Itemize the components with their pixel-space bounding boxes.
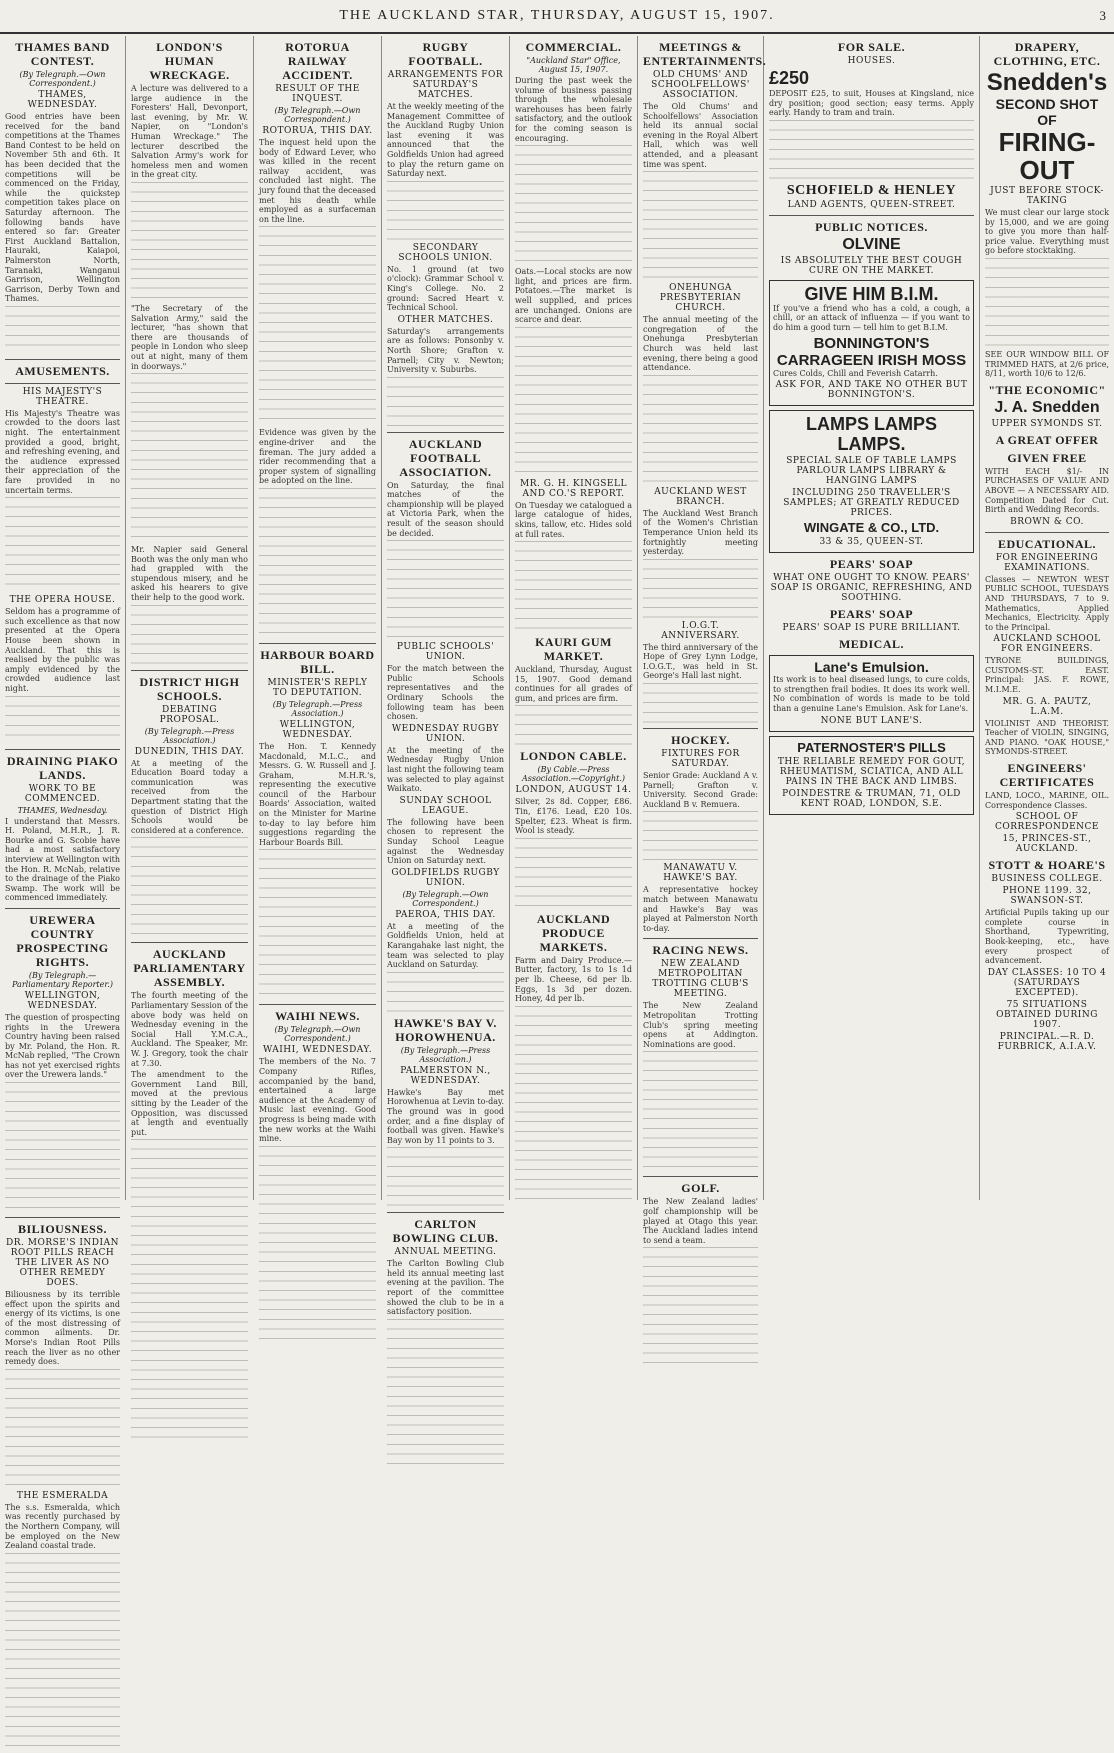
carlton-text: The Carlton Bowling Club held its annual meeting last evening at the pavilion. The report of the committee showed the club to be in a satisfactory position. [387, 1259, 504, 1317]
commercial-dateline: "Auckland Star" Office, August 15, 1907. [526, 56, 621, 74]
london-cable-dateline: LONDON, AUGUST 14. [515, 785, 632, 796]
golf-text: The New Zealand ladies' golf championship will be played at Otago this year. The Auckland ladies intend to send a team. [643, 1197, 758, 1245]
snedden-address: UPPER SYMONDS ST. [991, 418, 1103, 429]
houses-subhead: HOUSES. [847, 56, 896, 66]
lanes-none: NONE BUT LANE'S. [820, 715, 923, 726]
text-lines [131, 837, 248, 937]
piako-headline: DRAINING PIAKO LANDS. [6, 753, 119, 782]
principal-label: PRINCIPAL.—R. D. FURBRICK, A.I.A.V. [997, 1031, 1097, 1052]
commercial-text-2: Oats.—Local stocks are now light, and prices are firm. Potatoes.—The market is well supplied, and prices are unchanged. Onions are scarce and dear. [515, 267, 632, 325]
public-schools-text: For the match between the Public Schools representatives and the Ordinary Schools the following team has been chosen. [387, 664, 504, 722]
text-lines [387, 181, 504, 241]
sneddens-brand: Snedden's [986, 69, 1108, 96]
meetings-headline: MEETINGS & ENTERTAINMENTS. [643, 40, 767, 68]
thames-band-byline: (By Telegraph.—Own Correspondent.) [19, 70, 106, 88]
iogt-subhead: I.O.G.T. ANNIVERSARY. [661, 620, 740, 641]
bim-headline: GIVE HIM B.I.M. [804, 283, 939, 304]
column-5 [510, 36, 638, 1200]
district-schools-dateline: DUNEDIN, THIS DAY. [134, 746, 245, 757]
divider [387, 1212, 504, 1213]
text-lines [515, 145, 632, 265]
wingate-address: 33 & 35, QUEEN-ST. [819, 537, 924, 548]
irish-moss-ask: ASK FOR, AND TAKE NO OTHER BUT BONNINGTON'S. [775, 380, 968, 401]
column-1 [0, 36, 126, 1551]
text-lines [387, 540, 504, 640]
association-headline: AUCKLAND FOOTBALL ASSOCIATION. [399, 436, 492, 479]
pautz-text: VIOLINIST AND THEORIST. Teacher of VIOLIN, SINGING, AND PIANO. "OAK HOUSE," SYMONDS-STREET. [985, 718, 1109, 757]
biliousness-headline: BILIOUSNESS. [17, 1222, 108, 1237]
public-schools-subhead: PUBLIC SCHOOLS' UNION. [396, 642, 495, 663]
rotorua-headline: ROTORUA RAILWAY ACCIDENT. [282, 40, 353, 82]
text-lines [515, 541, 632, 631]
text-lines [515, 327, 632, 477]
pautz-name: MR. G. A. PAUTZ, L.A.M. [1002, 696, 1092, 717]
harbour-text: The Hon. T. Kennedy Macdonald, M.L.C., and Messrs. G. W. Russell and J. Graham, M.H.R.'s, representing the executive council of the Harbour Boards' Association, waited on the Minister for Marine to-day to lay before him suggestions regarding the Harbour Boards Bill. [259, 741, 376, 847]
manawatu-text: A representative hockey match between Manawatu and Hawke's Bay was played at Palmerston North to-day. [643, 885, 758, 933]
produce-text: Farm and Dairy Produce.—Butter, factory, 1s to 1s 1d per lb. Cheese, 6d per lb. Eggs, 1s 3d per dozen. Honey, 4d per lb. [515, 955, 632, 1004]
district-schools-text: At a meeting of the Education Board today a communication was received from the Department stating that the question of District High Schools would be considered at a conference. [131, 758, 248, 835]
column-8 [980, 36, 1114, 1200]
harbour-headline: HARBOUR BOARD BILL. [260, 647, 375, 676]
page-number: 3 [1099, 8, 1106, 23]
secondary-schools-subhead: SECONDARY SCHOOLS UNION. [398, 242, 493, 263]
esmeralda-text: The s.s. Esmeralda, which was recently purchased by the Northern Company, will be employed on the New Zealand coastal trade. [5, 1502, 120, 1551]
olvine-brand: OLVINE [842, 235, 901, 253]
racing-headline: RACING NEWS. [652, 943, 749, 958]
bim-ad [769, 280, 974, 406]
divider [5, 749, 120, 750]
column-6 [638, 36, 767, 1245]
text-lines [131, 182, 248, 302]
golf-headline: GOLF. [681, 1181, 720, 1196]
text-lines [5, 1553, 120, 1753]
rugby-subhead: ARRANGEMENTS FOR SATURDAY'S MATCHES. [387, 70, 504, 100]
schofield-name: SCHOFIELD & HENLEY [786, 182, 957, 198]
rotorua-text-2: Evidence was given by the engine-driver and the fireman. The jury added a rider recommending that a proper system of signalling be adopted on the line. [259, 428, 376, 486]
rugby-text: At the weekly meeting of the Management Committee of the Auckland Rugby Union last evening it was announced that the Goldfields Union had agreed to play the return game on Saturday next. [387, 102, 504, 179]
text-lines [5, 306, 120, 354]
old-chums-text: The Old Chums' and Schoolfellows' Association held its annual social evening in the Royal Albert Hall, which was well attended, and a pleasant time was spent. [643, 102, 758, 169]
paternoster-ad [769, 736, 974, 815]
drapery-headline: DRAPERY, CLOTHING, ETC. [993, 40, 1101, 68]
window-bill-text: SEE OUR WINDOW BILL OF TRIMMED HATS, at 2/6 price, 8/11, worth 10/6 to 12/6. [985, 349, 1109, 379]
parliament-text: The fourth meeting of the Parliamentary Session of the above body was held on Wednesday evening in the Social Hall Y.M.C.A., Auckland. The Speaker, Mr. W. J. Gregory, took the chair at 7.30. [131, 991, 248, 1068]
second-shot-label: SECOND SHOT OF [995, 96, 1099, 128]
text-lines [131, 373, 248, 543]
pears-headline-2: PEARS' SOAP [829, 607, 914, 622]
lamps-special: SPECIAL SALE OF TABLE LAMPS PARLOUR LAMPS LIBRARY & HANGING LAMPS [786, 456, 957, 487]
sale-text: DEPOSIT £25, to suit, Houses at Kingsland, nice dry position; good section; easy terms. Apply early. Handy to tram and train. [769, 89, 974, 118]
carlton-headline: CARLTON BOWLING CLUB. [392, 1217, 499, 1246]
sunday-league-subhead: SUNDAY SCHOOL LEAGUE. [399, 795, 492, 816]
divider [5, 383, 120, 384]
lanes-name: Lane's Emulsion. [814, 659, 929, 676]
district-schools-byline: (By Telegraph.—Press Association.) [144, 726, 235, 745]
hockey-subhead: FIXTURES FOR SATURDAY. [661, 749, 740, 770]
majesty-subhead: HIS MAJESTY'S THEATRE. [22, 386, 103, 407]
waihi-byline: (By Telegraph.—Own Correspondent.) [274, 1025, 361, 1044]
hawkes-bay-dateline: PALMERSTON N., WEDNESDAY. [400, 1065, 491, 1086]
text-lines [5, 497, 120, 593]
paternoster-name: PATERNOSTER'S PILLS [797, 739, 946, 755]
rotorua-text: The inquest held upon the body of Edward Lever, who was killed in the recent railway accident, was concluded last night. The jury found that the deceased met his death while employed as a surfaceman on the line. [259, 138, 376, 224]
column-4 [382, 36, 510, 1317]
london-wreckage-text: A lecture was delivered to a large audience in the Foresters' Hall, Devonport, last evening, by Mr. W. Napier, on "London's Human Wreckage." The lecturer described the Salvation Army's work for homeless men and women in the great city. [131, 84, 248, 180]
correspondence-school: SCHOOL OF CORRESPONDENCE [995, 812, 1099, 833]
firing-out-label: FIRING-OUT [998, 127, 1096, 185]
stott-hoare-text: Artificial Pupils taking up our complete course in Shorthand, Typewriting, Book-keeping, etc., have every prospect of advancement. [985, 908, 1109, 966]
given-free-label: GIVEN FREE [1007, 450, 1087, 465]
stott-hoare-name: STOTT & HOARE'S [988, 858, 1106, 873]
wednesday-union-subhead: WEDNESDAY RUGBY UNION. [391, 723, 500, 744]
morse-text: Biliousness by its terrible effect upon the spirits and energy of its victims, is one of the most distressing of common ailments. Dr. Morse's Indian Root Pills reach the liver as no other remedy does. [5, 1290, 120, 1367]
opera-subhead: THE OPERA HOUSE. [9, 595, 116, 606]
other-matches-text: Saturday's arrangements are as follows: Ponsonby v. North Shore; Grafton v. Parnell; City v. Newton; University v. Suburbs. [387, 326, 504, 375]
parliament-text-2: The amendment to the Government Land Bill, moved at the previous sitting by the Leader of the Opposition, was discussed at length and eventually put. [131, 1070, 248, 1137]
engineering-subhead: FOR ENGINEERING EXAMINATIONS. [995, 552, 1099, 573]
harbour-dateline: WELLINGTON, WEDNESDAY. [279, 719, 356, 740]
kauri-gum-text: Auckland, Thursday, August 15, 1907. Good demand continues for all grades of gum, and prices are firm. [515, 665, 632, 703]
waihi-dateline: WAIHI, WEDNESDAY. [262, 1045, 373, 1056]
text-lines [515, 838, 632, 908]
text-lines [515, 1006, 632, 1206]
stott-hoare-address: PHONE 1199. 32, SWANSON-ST. [1002, 886, 1092, 907]
kingsell-text: On Tuesday we catalogued a large catalogue of hides, skins, tallow, etc. Hides sold at full rates. [515, 500, 632, 539]
racing-text: The New Zealand Metropolitan Trotting Club's spring meeting opens at Addington. Nominations are good. [643, 1001, 758, 1049]
iogt-text: The third anniversary of the Hope of Grey Lynn Lodge, I.O.G.T., was held in St. George's Hall last night. [643, 642, 758, 681]
divider [387, 432, 504, 433]
lamps-samples: INCLUDING 250 TRAVELLER'S SAMPLES; AT GREATLY REDUCED PRICES. [783, 488, 960, 519]
commercial-text: During the past week the volume of business passing through the wholesale warehouses has been fairly satisfactory, and the outlook for the coming season is encouraging. [515, 76, 632, 143]
rotorua-dateline: ROTORUA, THIS DAY. [262, 126, 373, 136]
majesty-text: His Majesty's Theatre was crowded to the doors last night. The entertainment provided a good, bright, and refreshing evening, and the audience expressed their appreciation of the fare provided in no uncertain terms. [5, 408, 120, 495]
urewera-dateline: WELLINGTON, WEDNESDAY. [24, 990, 101, 1011]
london-cable-headline: LONDON CABLE. [520, 749, 627, 764]
pears-sub: PEARS' SOAP IS PURE BRILLIANT. [782, 623, 961, 634]
thames-band-dateline: THAMES, WEDNESDAY. [27, 90, 98, 110]
west-branch-subhead: AUCKLAND WEST BRANCH. [654, 486, 747, 507]
lamps-headline: LAMPS LAMPS LAMPS. [805, 414, 937, 455]
urewera-headline: UREWERA COUNTRY PROSPECTING RIGHTS. [16, 912, 109, 969]
text-lines [387, 1319, 504, 1469]
medical-headline: MEDICAL. [838, 637, 904, 652]
kingsell-subhead: MR. G. H. KINGSELL AND CO.'S REPORT. [520, 478, 627, 499]
opera-text: Seldom has a programme of such excellence as that now presented at the Opera House been shown in Auckland. That this is realised by the public was amply evidenced by the crowded audience last night. [5, 607, 120, 693]
lanes-ad [769, 655, 974, 731]
masthead [0, 6, 1114, 34]
goldfields-subhead: GOLDFIELDS RUGBY UNION. [391, 867, 500, 888]
amusements-headline: AMUSEMENTS. [15, 363, 110, 378]
stocktaking-label: JUST BEFORE STOCK-TAKING [990, 186, 1104, 206]
hawkes-bay-byline: (By Telegraph.—Press Association.) [400, 1045, 491, 1064]
text-lines [5, 1082, 120, 1212]
piako-text: I understand that Messrs. H. Poland, M.H.R., J. R. Bourke and G. Scobie have had a most satisfactory interview at Wellington with the Hon. R. McNab, relative to the drainage of the Piako Swamp. The work will be commenced immediately. [5, 816, 120, 903]
harbour-subhead: MINISTER'S REPLY TO DEPUTATION. [267, 677, 368, 698]
text-lines [131, 605, 248, 665]
snedden-name: J. A. Snedden [994, 398, 1100, 416]
divider [259, 643, 376, 644]
hawkes-bay-headline: HAWKE'S BAY V. HOROWHENUA. [394, 1015, 497, 1044]
goldfields-byline: (By Telegraph.—Own Correspondent.) [402, 889, 489, 908]
given-free-text: WITH EACH $1/- IN PURCHASES OF VALUE AND ABOVE — A NECESSARY AID. Competition Dated for Cut. Birth and Wedding Records. [985, 466, 1109, 515]
text-lines [131, 1139, 248, 1439]
divider [769, 215, 974, 216]
divider [985, 532, 1109, 533]
urewera-byline: (By Telegraph.—Parliamentary Reporter.) [12, 970, 113, 989]
divider [5, 1217, 120, 1218]
correspondence-address: 15, PRINCES-ST., AUCKLAND. [1002, 834, 1092, 855]
masthead-title: THE AUCKLAND STAR, THURSDAY, AUGUST 15, 1907. [339, 8, 775, 23]
commercial-headline: COMMERCIAL. [525, 40, 622, 54]
kauri-gum-headline: KAURI GUM MARKET. [535, 635, 612, 664]
brown-co-label: BROWN & CO. [1010, 516, 1084, 527]
text-lines [643, 375, 758, 485]
text-lines [515, 705, 632, 745]
text-lines [387, 1147, 504, 1207]
text-lines [259, 849, 376, 999]
text-lines [259, 488, 376, 638]
irish-moss-name: BONNINGTON'S CARRAGEEN IRISH MOSS [776, 334, 967, 369]
certificates-text: LAND, LOCO., MARINE, OIL. Correspondence Classes. [985, 791, 1109, 810]
certificates-headline: ENGINEERS' CERTIFICATES [999, 761, 1095, 790]
district-schools-subhead: DEBATING PROPOSAL. [159, 704, 220, 725]
other-matches-subhead: OTHER MATCHES. [397, 314, 494, 325]
rotorua-subhead: RESULT OF THE INQUEST. [275, 84, 360, 104]
thames-band-headline: THAMES BAND CONTEST. [15, 40, 110, 68]
divider [643, 728, 758, 729]
piako-dateline: THAMES, Wednesday. [17, 805, 108, 815]
divider [643, 938, 758, 939]
divider [131, 670, 248, 671]
economic-label: "THE ECONOMIC" [988, 382, 1106, 397]
west-branch-text: The Auckland West Branch of the Women's Christian Temperance Union held its fortnightly meeting yesterday. [643, 508, 758, 557]
text-lines [387, 972, 504, 1012]
waihi-text: The members of the No. 7 Company Rifles, accompanied by the band, entertained a large audience at the Academy of Music last evening. Good progress is being made with the new works at the Waihi mine. [259, 1057, 376, 1144]
produce-headline: AUCKLAND PRODUCE MARKETS. [536, 911, 611, 954]
hockey-headline: HOCKEY. [671, 733, 730, 748]
association-text: On Saturday, the final matches of the championship will be played at Victoria Park, when the result of the season should be decided. [387, 480, 504, 538]
paternoster-sub: THE RELIABLE REMEDY FOR GOUT, RHEUMATISM, SCIATICA, AND ALL PAINS IN THE BACK AND LIMBS. [777, 756, 966, 787]
text-lines [643, 811, 758, 861]
lamps-ad [769, 410, 974, 553]
onehunga-subhead: ONEHUNGA PRESBYTERIAN CHURCH. [659, 283, 742, 314]
stocktaking-text: We must clear our large stock by 15,000, and we are going to give you more than half-price value. Everything must go before stocktaking. [985, 208, 1109, 256]
price-label: £250 [769, 68, 810, 88]
esmeralda-subhead: THE ESMERALDA [16, 1490, 109, 1501]
educational-headline: EDUCATIONAL. [997, 536, 1097, 551]
divider [643, 1176, 758, 1177]
column-7 [764, 36, 980, 1200]
olvine-tagline: IS ABSOLUTELY THE BEST COUGH CURE ON THE MARKET. [780, 255, 963, 276]
text-lines [643, 683, 758, 723]
engineers-school-subhead: AUCKLAND SCHOOL FOR ENGINEERS. [993, 634, 1101, 655]
column-3 [254, 36, 382, 1200]
paternoster-address: POINDESTRE & TRUMAN, 71, OLD KENT ROAD, LONDON, S.E. [782, 788, 961, 809]
text-lines [643, 1051, 758, 1171]
text-lines [259, 1146, 376, 1346]
situations-label: 75 SITUATIONS OBTAINED DURING 1907. [996, 999, 1098, 1030]
waihi-headline: WAIHI NEWS. [275, 1009, 360, 1024]
london-cable-byline: (By Cable.—Press Association.—Copyright.) [521, 765, 625, 784]
bim-text: If you've a friend who has a cold, a cough, a chill, or an attack of influenza — if you want to do him a good turn — tell him to get B.I.M. [773, 303, 970, 332]
london-wreckage-text-2: "The Secretary of the Salvation Army," said the lecturer, "has shown that there are thousands of people in London who sleep out at night, many of them in doorways." [131, 303, 248, 371]
stott-hoare-sub: BUSINESS COLLEGE. [991, 874, 1103, 885]
text-lines [5, 1369, 120, 1489]
parliament-headline: AUCKLAND PARLIAMENTARY ASSEMBLY. [133, 947, 246, 990]
divider [259, 1004, 376, 1005]
district-schools-headline: DISTRICT HIGH SCHOOLS. [139, 674, 240, 703]
rotorua-byline: (By Telegraph.—Own Correspondent.) [274, 106, 361, 124]
schofield-address: LAND AGENTS, QUEEN-STREET. [787, 199, 956, 210]
sunday-league-text: The following have been chosen to represent the Sunday School League against the Wednesday Union on Saturday next. [387, 817, 504, 866]
great-offer-label: A GREAT OFFER [995, 432, 1099, 447]
divider [5, 908, 120, 909]
london-cable-text: Silver, 2s 8d. Copper, £86. Tin, £176. Lead, £20 10s. Spelter, £23. Wheat is firm. Wool is steady. [515, 797, 632, 836]
morse-subhead: DR. MORSE'S INDIAN ROOT PILLS REACH THE LIVER AS NO OTHER REMEDY DOES. [6, 1238, 119, 1289]
carlton-subhead: ANNUAL MEETING. [394, 1247, 497, 1258]
pears-headline: PEARS' SOAP [829, 557, 914, 572]
goldfields-dateline: PAEROA, THIS DAY. [395, 909, 496, 920]
rugby-headline: RUGBY FOOTBALL. [408, 40, 483, 68]
onehunga-text: The annual meeting of the congregation of the Onehunga Presbyterian Church was held last evening, there being a good attendance. [643, 315, 758, 373]
wingate-name: WINGATE & CO., LTD. [803, 520, 940, 536]
thames-band-text: Good entries have been received for the band competitions at the Thames Band Contest to be held on November 5th and 6th. It has been decided that the competitions will be commenced on the Friday, while the quickstep competition takes place on Saturday afternoon. The following bands have entered so far: Greater First Auckland Battalion, Hauraki, Kaiapoi, Palmerston North, Taranaki, Wanganui Garrison, Wellington Garrison, Derby Town and Thames. [5, 112, 120, 304]
lanes-text: Its work is to heal diseased lungs, to cure colds, to strengthen frail bodies. It does its work well. No combination of words is made to be told than a genuine Lane's Emulsion. Ask for Lane's. [773, 675, 970, 713]
harbour-byline: (By Telegraph.—Press Association.) [272, 699, 363, 718]
divider [131, 942, 248, 943]
london-wreckage-text-3: Mr. Napier said General Booth was the only man who had grappled with the stupendous misery, and he asked his hearers to give their help to the good work. [131, 545, 248, 603]
irish-moss-text: Cures Colds, Chill and Feverish Catarrh. [773, 368, 938, 378]
text-lines [5, 696, 120, 744]
text-lines [259, 226, 376, 426]
divider [5, 359, 120, 360]
manawatu-subhead: MANAWATU V. HAWKE'S BAY. [663, 863, 738, 884]
text-lines [643, 1247, 758, 1367]
london-wreckage-headline: LONDON'S HUMAN WRECKAGE. [149, 40, 230, 82]
public-notices-headline: PUBLIC NOTICES. [815, 219, 928, 234]
engineers-school-text: TYRONE BUILDINGS, CUSTOMS-ST. EAST. Principal: JAS. F. ROWE, M.I.M.E. [985, 656, 1109, 695]
text-lines [387, 377, 504, 427]
column-2 [126, 36, 254, 1200]
old-chums-subhead: OLD CHUMS' AND SCHOOLFELLOWS' ASSOCIATION. [651, 70, 750, 100]
text-lines [985, 258, 1109, 348]
racing-subhead: NEW ZEALAND METROPOLITAN TROTTING CLUB'S MEETING. [652, 959, 749, 1000]
secondary-schools-text: No. 1 ground (at two o'clock): Grammar School v. King's College. No. 2 ground: Sacred Heart v. Technical School. [387, 264, 504, 313]
text-lines [643, 171, 758, 281]
wednesday-union-text: At the meeting of the Wednesday Rugby Union last night the following team was selected to play against Waikato. [387, 745, 504, 794]
for-sale-headline: FOR SALE. [837, 40, 906, 54]
urewera-text: The question of prospecting rights in the Urewera Country having been raised by Mr. Poland, the Hon. R. McNab replied, "The Crown has not yet exercised rights over the Urewera lands." [5, 1012, 120, 1080]
pears-text: WHAT ONE OUGHT TO KNOW. PEARS' SOAP IS ORGANIC, REFRESHING, AND SOOTHING. [770, 573, 973, 604]
engineering-text: Classes — NEWTON WEST PUBLIC SCHOOL, TUESDAYS AND THURSDAYS, 7 to 9. Mathematics, Applied Mechanics, Electricity. Apply to the Principal. [985, 574, 1109, 632]
goldfields-text: At a meeting of the Goldfields Union, held at Karangahake last night, the team was selected to play Auckland on Saturday. [387, 921, 504, 970]
text-lines [769, 120, 974, 180]
hawkes-bay-text: Hawke's Bay met Horowhenua at Levin to-day. The ground was in good order, and a fine display of football was given. Hawke's Bay won by 11 points to 3. [387, 1087, 504, 1145]
day-classes: DAY CLASSES: 10 TO 4 (SATURDAYS EXCEPTED). [987, 967, 1107, 998]
piako-subhead: WORK TO BE COMMENCED. [24, 783, 101, 804]
text-lines [643, 559, 758, 619]
hockey-text: Senior Grade: Auckland A v. Parnell; Grafton v. University. Second Grade: Auckland B v. Remuera. [643, 771, 758, 809]
